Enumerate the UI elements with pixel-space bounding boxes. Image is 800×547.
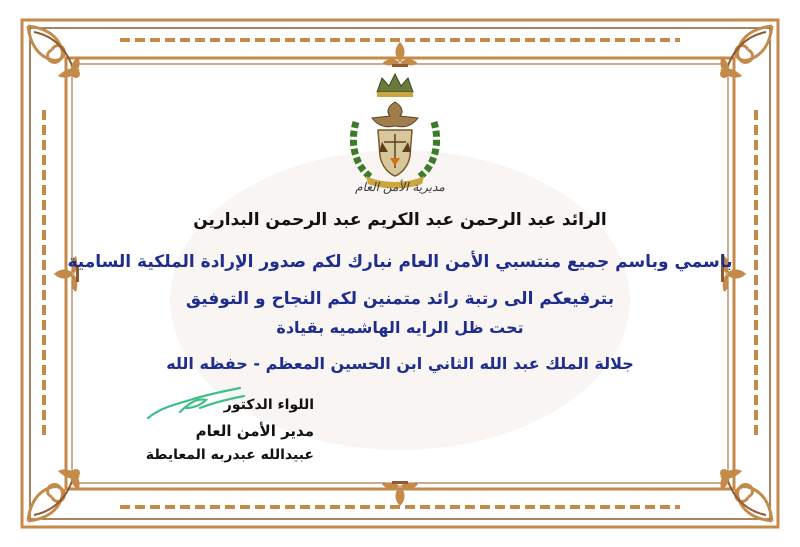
signatory-title: مدير الأمن العام <box>195 422 314 440</box>
congrats-line-4: جلالة الملك عبد الله الثاني ابن الحسين المعظم - حفظه الله <box>166 354 634 373</box>
emblem-caption: مديرية الأمن العام <box>355 180 445 194</box>
congrats-line-1: باسمي وباسم جميع منتسبي الأمن العام نبارك لكم صدور الإرادة الملكية السامية <box>67 252 733 272</box>
recipient-name: الرائد عبد الرحمن عبد الكريم عبد الرحمن البدارين <box>193 210 607 230</box>
signatory-name: عبيدالله عبدربه المعايطة <box>145 447 314 463</box>
congrats-line-2: بترفيعكم الى رتبة رائد متمنين لكم النجاح و التوفيق <box>185 289 615 309</box>
signatory-rank: اللواء الدكتور <box>223 397 314 413</box>
congrats-line-3: تحت ظل الرايه الهاشميه بقيادة <box>276 318 524 337</box>
